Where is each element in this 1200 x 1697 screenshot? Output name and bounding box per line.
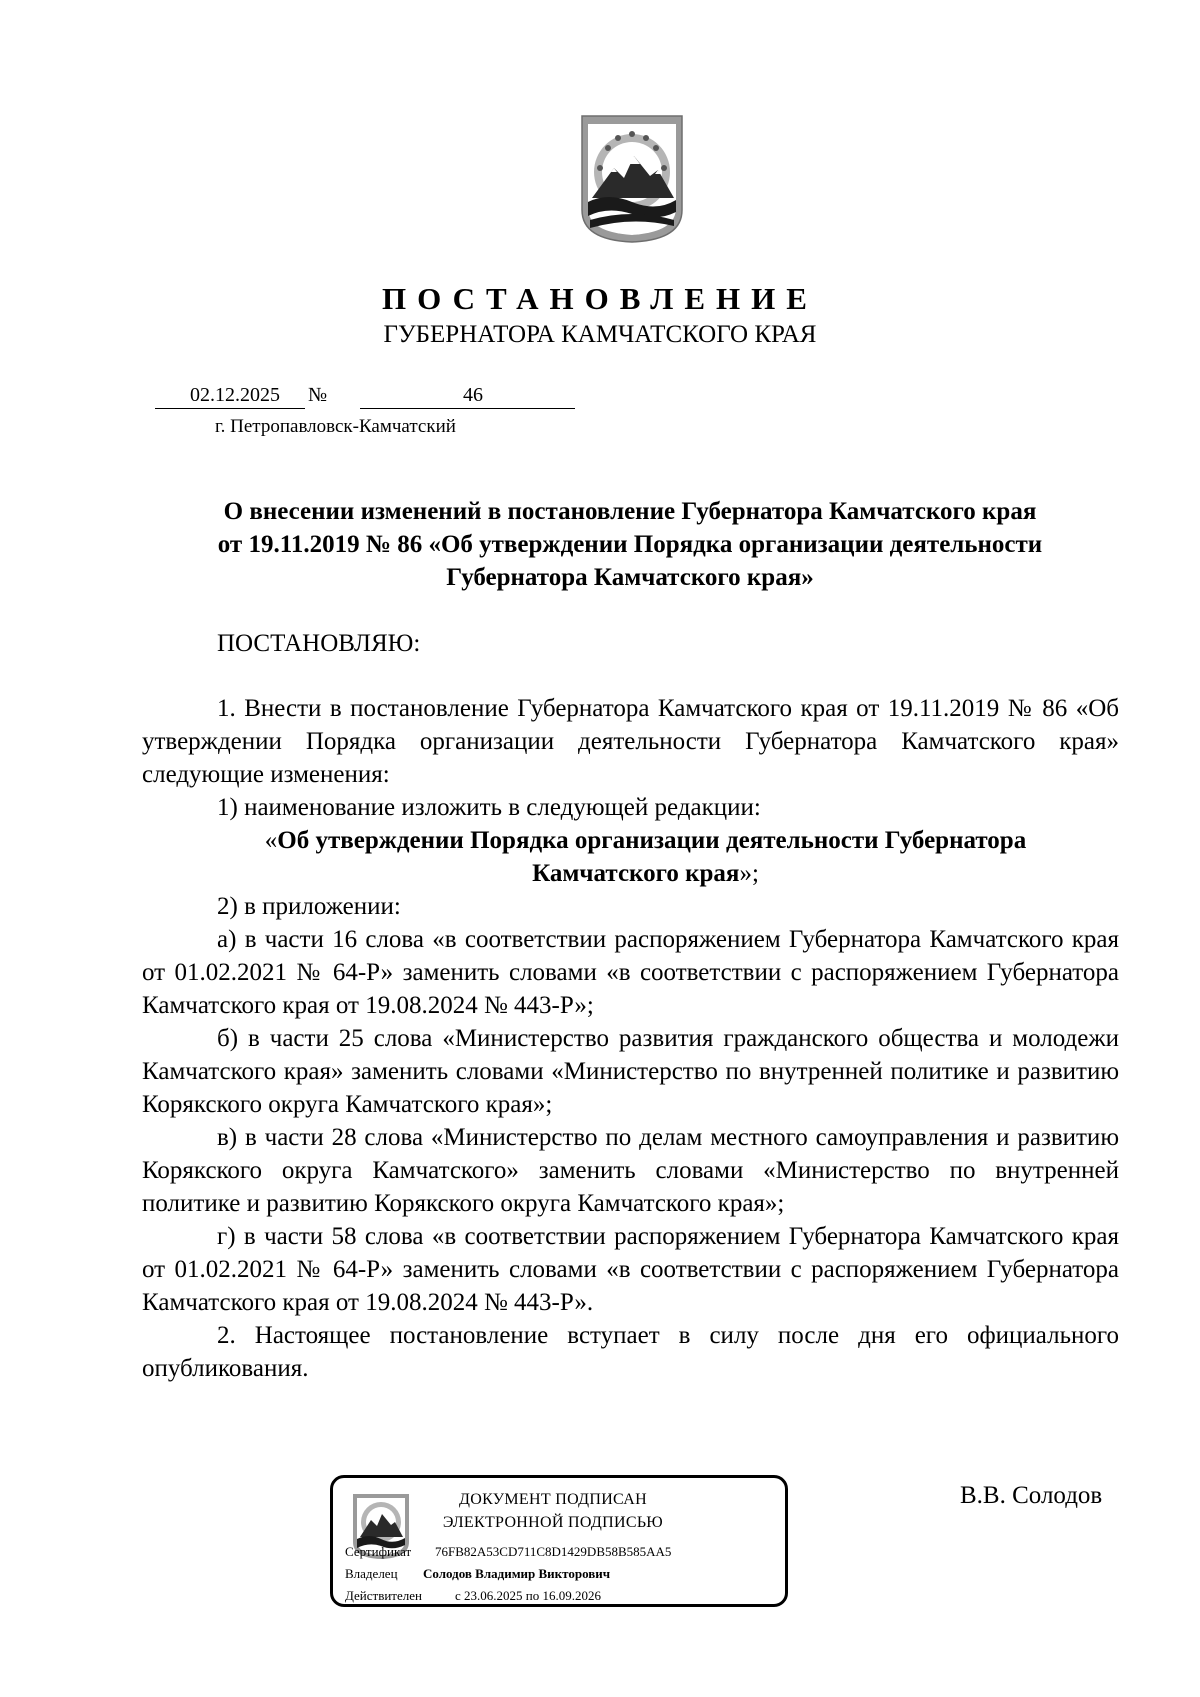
title-line: Губернатора Камчатского края» <box>446 564 814 591</box>
decree-word: ПОСТАНОВЛЯЮ: <box>217 630 421 657</box>
quote-close: »; <box>739 860 759 887</box>
title-line: О внесении изменений в постановление Губернатора Камчатского края <box>223 498 1037 525</box>
paragraph-1-item-1: 1) наименование изложить в следующей редакции: <box>217 794 761 821</box>
document-city: г. Петропавловск-Камчатский <box>215 416 456 437</box>
validity-label: Действителен <box>345 1588 422 1603</box>
document-type-heading: ПОСТАНОВЛЕНИЕ <box>382 281 818 316</box>
quote-open: « <box>264 827 278 854</box>
subitem-a: а) в части 16 слова «в соответствии распоряжением Губернатора Камчатского края от 01.02.2021 № 64-Р» заменить словами «в соответствии с распоряжением Губернатора Камчатского края от 19.08.2024 № 443-Р»; <box>142 926 1119 1019</box>
paragraph-1-item-2: 2) в приложении: <box>217 893 401 920</box>
certificate-value: 76FB82A53CD711C8D1429DB58B585AA5 <box>435 1544 672 1559</box>
date-underline <box>155 408 305 409</box>
document-body <box>142 692 1119 1385</box>
subitem-g: г) в части 58 слова «в соответствии распоряжением Губернатора Камчатского края от 01.02.2021 № 64-Р» заменить словами «в соответствии с распоряжением Губернатора Камчатского края от 19.08.2024 № 443-Р». <box>142 1223 1119 1316</box>
new-name-text: Об утверждении Порядка организации деятельности Губернатора <box>277 827 1027 854</box>
subitem-v: в) в части 28 слова «Министерство по делам местного самоуправления и развитию Корякского округа Камчатского» заменить словами «Министерство по внутренней политике и развитию Корякского округа Камчатского края»; <box>142 1124 1119 1217</box>
validity-value: с 23.06.2025 по 16.09.2026 <box>455 1588 601 1603</box>
document-date: 02.12.2025 <box>190 384 280 406</box>
date-number-line <box>155 384 575 414</box>
stamp-validity-row <box>345 1588 601 1604</box>
stamp-header-line: ДОКУМЕНТ ПОДПИСАН <box>459 1491 647 1508</box>
owner-label: Владелец <box>345 1566 398 1581</box>
title-line: от 19.11.2019 № 86 «Об утверждении Порядка организации деятельности <box>217 531 1043 558</box>
certificate-label: Сертификат <box>345 1544 412 1559</box>
new-name-line <box>142 857 1119 890</box>
stamp-certificate-row <box>345 1544 671 1560</box>
new-name-line <box>142 824 1119 857</box>
number-label: № <box>308 384 328 406</box>
stamp-owner-row <box>345 1566 610 1582</box>
new-name-text: Камчатского края <box>532 860 740 887</box>
stamp-header <box>433 1488 673 1534</box>
signer-name: В.В. Солодов <box>960 1482 1103 1509</box>
owner-value: Солодов Владимир Викторович <box>423 1566 611 1581</box>
subitem-b: б) в части 25 слова «Министерство развития гражданского общества и молодежи Камчатского края» заменить словами «Министерство по внутренней политике и развитию Корякского округа Камчатского края»; <box>142 1025 1119 1118</box>
paragraph-1: 1. Внести в постановление Губернатора Камчатского края от 19.11.2019 № 86 «Об утверждении Порядка организации деятельности Губернатора Камчатского края» следующие изменения: <box>142 695 1119 788</box>
coat-of-arms-emblem <box>578 112 686 244</box>
document-issuer: ГУБЕРНАТОРА КАМЧАТСКОГО КРАЯ <box>383 321 817 348</box>
stamp-header-line: ЭЛЕКТРОННОЙ ПОДПИСЬЮ <box>442 1514 664 1531</box>
e-signature-stamp <box>330 1475 788 1607</box>
paragraph-2: 2. Настоящее постановление вступает в силу после дня его официального опубликования. <box>142 1322 1119 1382</box>
document-title <box>140 495 1120 594</box>
number-underline <box>360 408 575 409</box>
document-number: 46 <box>463 384 483 406</box>
